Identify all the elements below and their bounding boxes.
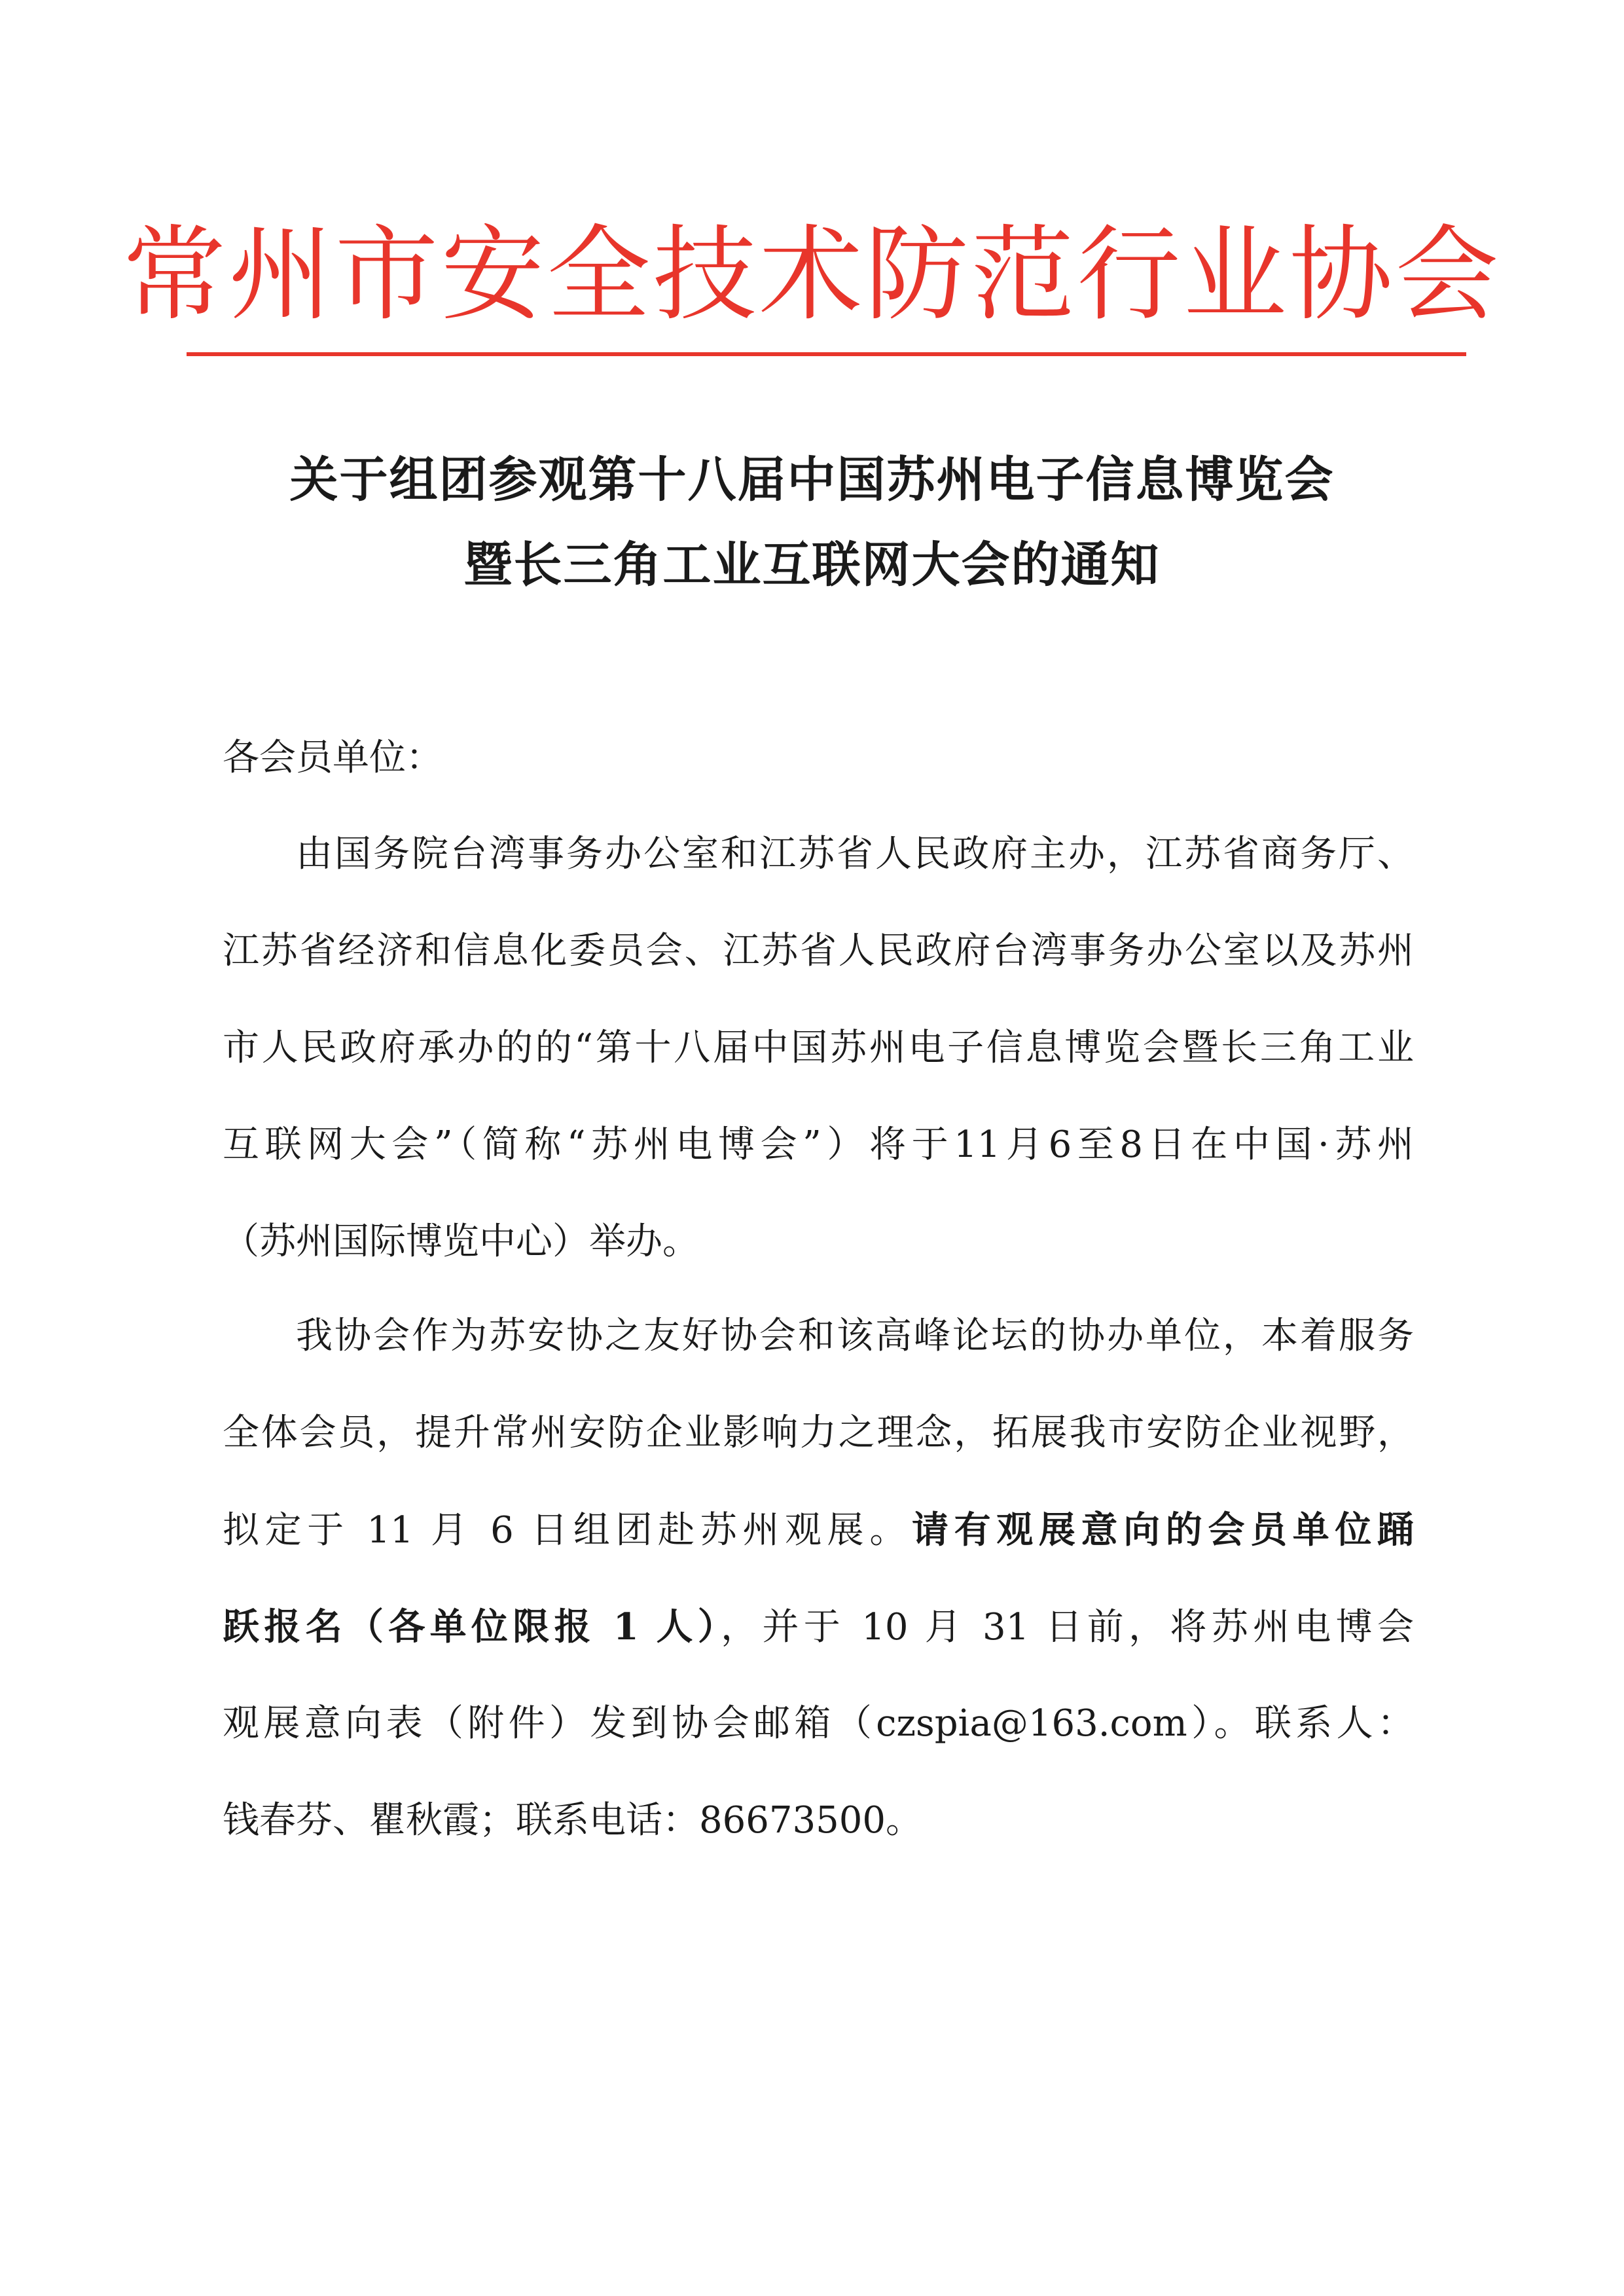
paragraph-2-line-1: 我协会作为苏安协之友好协会和该高峰论坛的协办单位，本着服务 (296, 1315, 1414, 1357)
paragraph-1-line-3: 市人民政府承办的的“第十八届中国苏州电子信息博览会暨长三角工业 (223, 1027, 1414, 1069)
notice-title-line-1: 关于组团参观第十八届中国苏州电子信息博览会 (289, 452, 1335, 508)
paragraph-1-line-2: 江苏省经济和信息化委员会、江苏省人民政府台湾事务办公室以及苏州 (223, 930, 1414, 972)
paragraph-1-line-4: 互联网大会”（简称“苏州电博会”）将于11月6至8日在中国·苏州 (223, 1123, 1414, 1166)
paragraph-2-line-3-bold: 请有观展意向的会员单位踊 (911, 1508, 1415, 1552)
letterhead-red-rule (187, 352, 1466, 356)
paragraph-2-line-3-normal: 拟定于 11 月 6 日组团赴苏州观展。 (223, 1509, 912, 1552)
paragraph-1-line-1: 由国务院台湾事务办公室和江苏省人民政府主办，江苏省商务厅、 (296, 833, 1414, 875)
paragraph-2-line-6: 钱春芬、瞿秋霞；联系电话：86673500。 (223, 1799, 923, 1842)
letterhead-org-name: 常州市安全技术防范行业协会 (122, 215, 1502, 335)
notice-title-line-2: 暨长三角工业互联网大会的通知 (463, 537, 1161, 593)
paragraph-2-line-4-bold: 跃报名（各单位限报 1 人） (223, 1605, 721, 1649)
paragraph-2-line-2: 全体会员，提升常州安防企业影响力之理念，拓展我市安防企业视野， (223, 1412, 1414, 1454)
paragraph-2-line-3 (223, 1501, 1414, 1560)
paragraph-2-line-4-normal: ，并于 10 月 31 日前，将苏州电博会 (721, 1606, 1414, 1649)
paragraph-2-line-5: 观展意向表（附件）发到协会邮箱（czspia@163.com）。联系人： (223, 1702, 1414, 1745)
paragraph-2-line-4 (223, 1597, 1414, 1657)
salutation: 各会员单位： (223, 737, 442, 779)
paragraph-1-line-5: （苏州国际博览中心）举办。 (223, 1220, 699, 1263)
